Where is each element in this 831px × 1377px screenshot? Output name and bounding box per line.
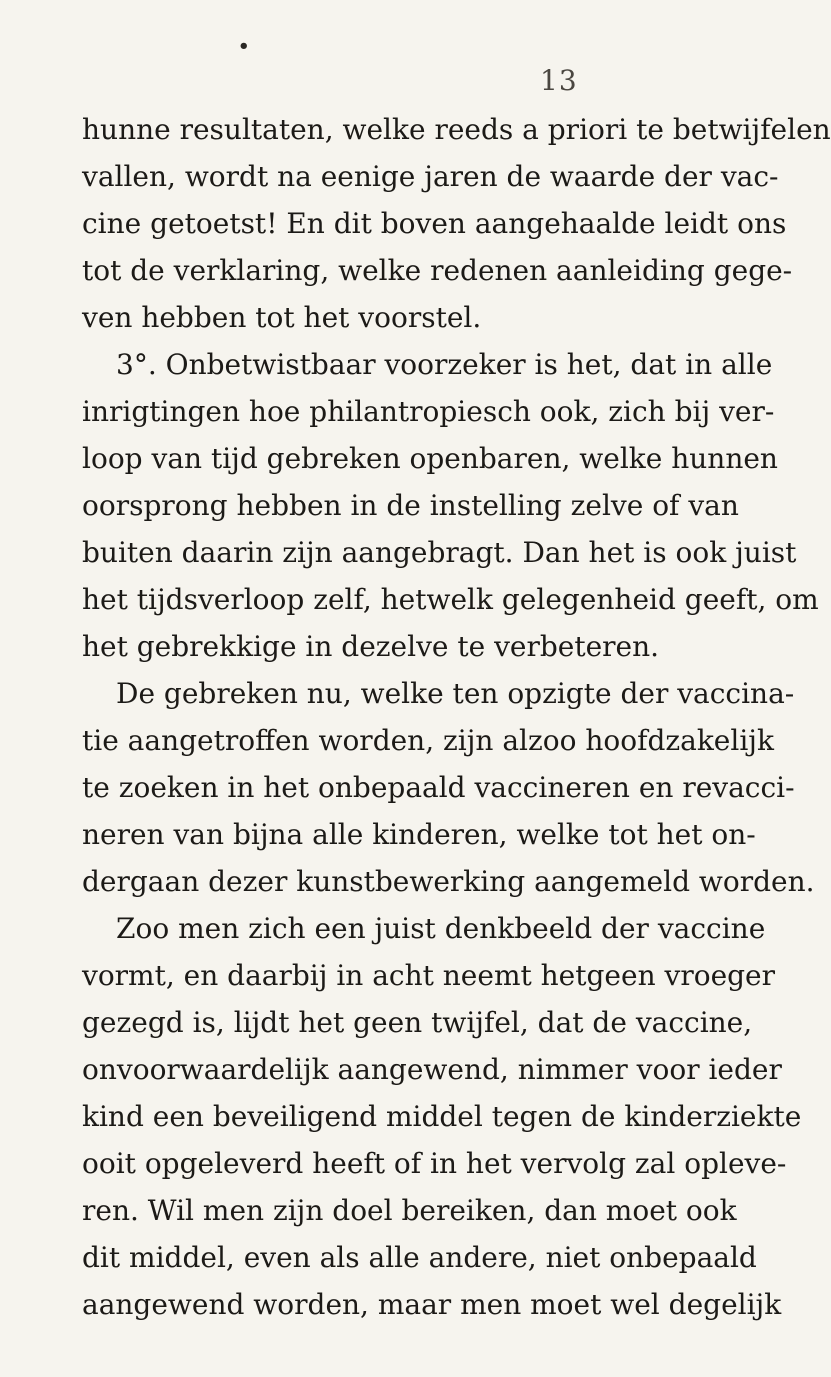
paragraph-start-line: Zoo men zich een juist denkbeeld der vaccine (116, 912, 766, 945)
text-line: hunne resultaten, welke reeds a priori te betwijfelen (82, 113, 831, 146)
text-line: het gebrekkige in dezelve te verbeteren. (82, 630, 660, 663)
paragraph-start-line: 3°. Onbetwistbaar voorzeker is het, dat in alle (116, 348, 773, 381)
text-line: dit middel, even als alle andere, niet onbepaald (82, 1241, 757, 1274)
text-line: het tijdsverloop zelf, hetwelk gelegenheid geeft, om (82, 583, 819, 616)
text-line: ren. Wil men zijn doel bereiken, dan moet ook (82, 1194, 737, 1227)
text-line: kind een beveiligend middel tegen de kinderziekte (82, 1100, 802, 1133)
text-line: dergaan dezer kunstbewerking aangemeld worden. (82, 865, 815, 898)
text-line: vallen, wordt na eenige jaren de waarde der vac- (82, 160, 779, 193)
text-line: te zoeken in het onbepaald vaccineren en revacci- (82, 771, 795, 804)
text-line: onvoorwaardelijk aangewend, nimmer voor ieder (82, 1053, 782, 1086)
text-line: neren van bijna alle kinderen, welke tot het on- (82, 818, 756, 851)
text-line: loop van tijd gebreken openbaren, welke hunnen (82, 442, 778, 475)
text-line: tie aangetroffen worden, zijn alzoo hoofdzakelijk (82, 724, 774, 757)
text-line: vormt, en daarbij in acht neemt hetgeen vroeger (82, 959, 776, 992)
text-line: inrigtingen hoe philantropiesch ook, zich bij ver- (82, 395, 775, 428)
text-line: gezegd is, lijdt het geen twijfel, dat de vaccine, (82, 1006, 753, 1039)
text-line: oorsprong hebben in de instelling zelve of van (82, 489, 739, 522)
text-line: buiten daarin zijn aangebragt. Dan het is ook juist (82, 536, 797, 569)
page-number: 13 (540, 64, 578, 97)
text-line: aangewend worden, maar men moet wel degelijk (82, 1288, 782, 1321)
ink-speck: • (238, 36, 250, 57)
paragraph-start-line: De gebreken nu, welke ten opzigte der vaccina- (116, 677, 795, 710)
text-line: ven hebben tot het voorstel. (82, 301, 482, 334)
body-text (82, 106, 831, 1328)
text-line: tot de verklaring, welke redenen aanleiding gege- (82, 254, 793, 287)
text-line: ooit opgeleverd heeft of in het vervolg zal opleve- (82, 1147, 787, 1180)
text-line: cine getoetst! En dit boven aangehaalde leidt ons (82, 207, 787, 240)
